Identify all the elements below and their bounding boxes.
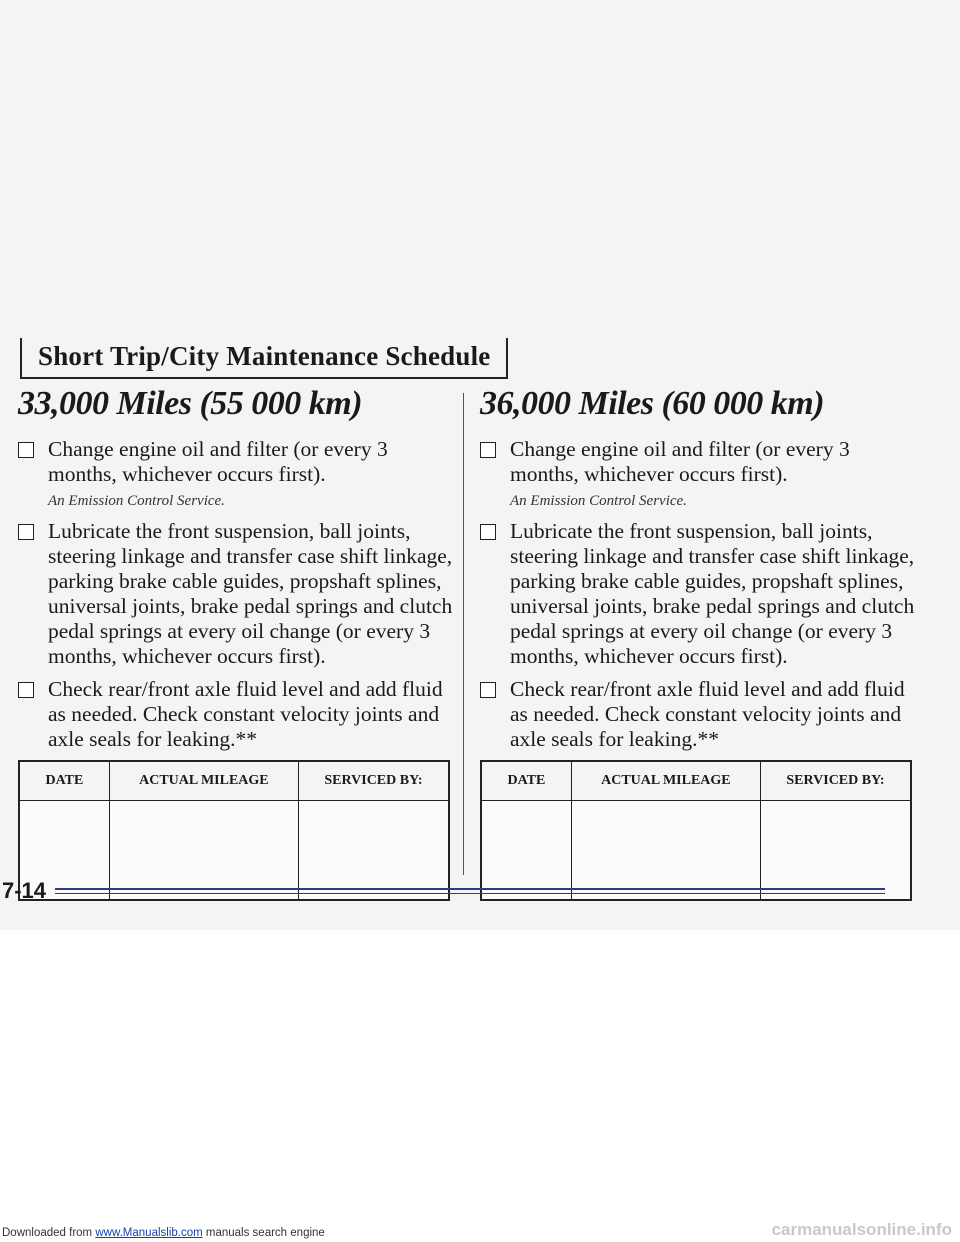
column-heading: 33,000 Miles (55 000 km)	[18, 385, 363, 422]
mileage-header: ACTUAL MILEAGE	[571, 761, 760, 801]
table-header-row	[481, 761, 911, 801]
emission-note: An Emission Control Service.	[510, 493, 687, 509]
mileage-header: ACTUAL MILEAGE	[109, 761, 298, 801]
item-text: Lubricate the front suspension, ball joints, steering linkage and transfer case shift linkage, parking brake cable guides, propshaft splines, universal joints, brake pedal springs and clutch pedal springs at every oil change (or every 3 months, whichever occurs first).	[48, 519, 453, 668]
section-title: Short Trip/City Maintenance Schedule	[38, 341, 491, 371]
credit-prefix: Downloaded from	[2, 1227, 96, 1239]
emission-note: An Emission Control Service.	[48, 493, 225, 509]
checkbox[interactable]	[18, 524, 34, 540]
checkbox[interactable]	[18, 682, 34, 698]
column-36000	[480, 385, 915, 901]
checklist-item	[18, 437, 453, 487]
download-credit	[2, 1227, 325, 1239]
table-header-row	[19, 761, 449, 801]
column-divider	[463, 393, 464, 875]
page-number: 7-14	[2, 878, 47, 903]
credit-suffix: manuals search engine	[202, 1227, 325, 1239]
checkbox[interactable]	[480, 442, 496, 458]
item-text: Change engine oil and filter (or every 3 months, whichever occurs first).	[48, 437, 388, 486]
checklist-item	[480, 677, 915, 752]
checklist-item	[480, 519, 915, 669]
manualslib-link[interactable]: www.Manualslib.com	[95, 1227, 203, 1239]
corner-watermark: carmanualsonline.info	[771, 1220, 952, 1239]
item-text: Check rear/front axle fluid level and add fluid as needed. Check constant velocity joints and axle seals for leaking.**	[510, 677, 905, 751]
serviced-by-header: SERVICED BY:	[298, 761, 449, 801]
checklist-item	[480, 437, 915, 487]
footer-rule	[55, 888, 885, 890]
page-footer	[0, 880, 885, 902]
serviced-by-header: SERVICED BY:	[760, 761, 911, 801]
checkbox[interactable]	[480, 524, 496, 540]
checkbox[interactable]	[480, 682, 496, 698]
date-header: DATE	[481, 761, 571, 801]
item-text: Lubricate the front suspension, ball joints, steering linkage and transfer case shift linkage, parking brake cable guides, propshaft splines, universal joints, brake pedal springs and clutch pedal springs at every oil change (or every 3 months, whichever occurs first).	[510, 519, 915, 668]
footer-rule	[55, 893, 885, 894]
date-header: DATE	[19, 761, 109, 801]
item-text: Check rear/front axle fluid level and add fluid as needed. Check constant velocity joints and axle seals for leaking.**	[48, 677, 443, 751]
section-header	[20, 338, 508, 379]
item-text: Change engine oil and filter (or every 3 months, whichever occurs first).	[510, 437, 850, 486]
checklist-item	[18, 519, 453, 669]
column-33000	[18, 385, 453, 901]
checklist-item	[18, 677, 453, 752]
checkbox[interactable]	[18, 442, 34, 458]
column-heading: 36,000 Miles (60 000 km)	[480, 385, 825, 422]
